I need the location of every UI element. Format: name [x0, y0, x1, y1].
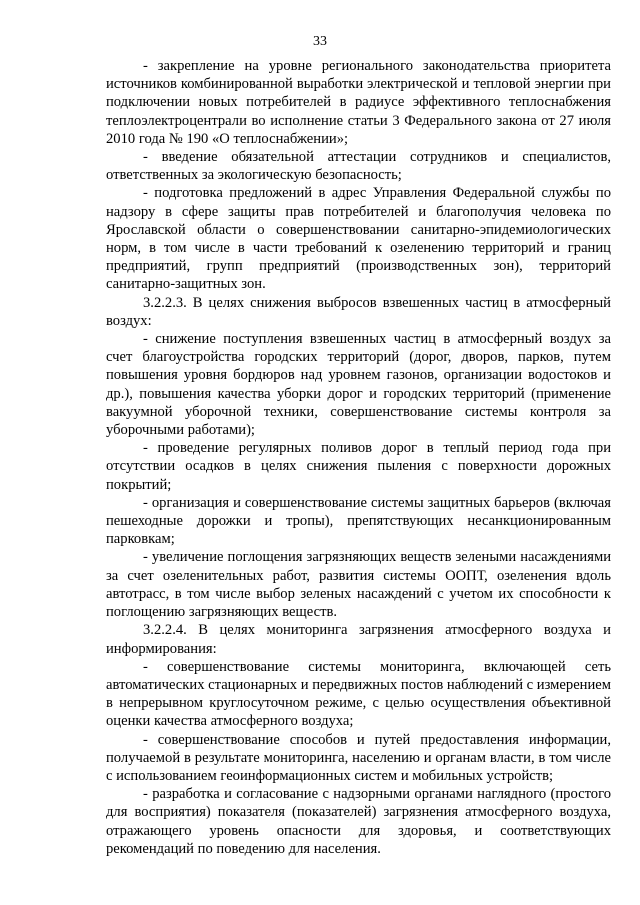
section-heading-3-2-2-4: 3.2.2.4. В целях мониторинга загрязнения атмосферного воздуха и информирования:	[106, 622, 611, 657]
document-body	[106, 57, 611, 858]
paragraph: - подготовка предложений в адрес Управления Федеральной службы по надзору в сфере защиты прав потребителей и благополучия человека по Ярославской области о совершенствовании санитарно-эпидемиологических норм, в том числе в части требований к озеленению территорий и границ предприятий, групп предприятий (производственных зон), территорий санитарно-защитных зон.	[106, 185, 611, 293]
paragraph: - проведение регулярных поливов дорог в теплый период года при отсутствии осадков в целях снижения пыления с поверхности дорожных покрытий;	[106, 440, 611, 493]
paragraph: - разработка и согласование с надзорными органами наглядного (простого для восприятия) показателя (показателей) загрязнения атмосферного воздуха, отражающего уровень опасности для здоровья, и соответствующих рекомендаций по поведению для населения.	[106, 786, 611, 857]
section-heading-3-2-2-3: 3.2.2.3. В целях снижения выбросов взвешенных частиц в атмосферный воздух:	[106, 294, 611, 329]
paragraph: - закрепление на уровне регионального законодательства приоритета источников комбинированной выработки электрической и тепловой энергии при подключении новых потребителей в радиусе эффективного теплоснабжения теплоэлектроцентрали во исполнение статьи 3 Федерального закона от 27 июля 2010 года № 190 «О теплоснабжении»;	[106, 58, 611, 147]
paragraph: - организация и совершенствование системы защитных барьеров (включая пешеходные дорожки и тропы), препятствующих несанкционированным парковкам;	[106, 494, 611, 548]
paragraph: - совершенствование системы мониторинга, включающей сеть автоматических стационарных и передвижных постов наблюдений с измерением в непрерывном круглосуточном режиме, с целью осуществления объективной оценки качества атмосферного воздуха;	[106, 658, 611, 730]
paragraph: - совершенствование способов и путей предоставления информации, получаемой в результате мониторинга, населению и органам власти, в том числе с использованием геоинформационных систем и мобильных устройств;	[106, 731, 611, 784]
paragraph: - увеличение поглощения загрязняющих веществ зелеными насаждениями за счет озеленительных работ, развития системы ООПТ, озеленения вдоль автотрасс, в том числе выбор зеленых насаждений с учетом их способности к поглощению загрязняющих веществ.	[106, 549, 611, 621]
paragraph: - снижение поступления взвешенных частиц в атмосферный воздух за счет благоустройства городских территорий (дорог, дворов, парков, путем повышения уровня бордюров над уровнем газонов, организации водостоков и др.), повышения качества уборки дорог и городских территорий (применение вакуумной уборочной техники, совершенствование системы контроля за уборочными работами);	[106, 331, 611, 439]
paragraph: - введение обязательной аттестации сотрудников и специалистов, ответственных за экологическую безопасность;	[106, 149, 611, 184]
page-number: 33	[313, 34, 327, 49]
